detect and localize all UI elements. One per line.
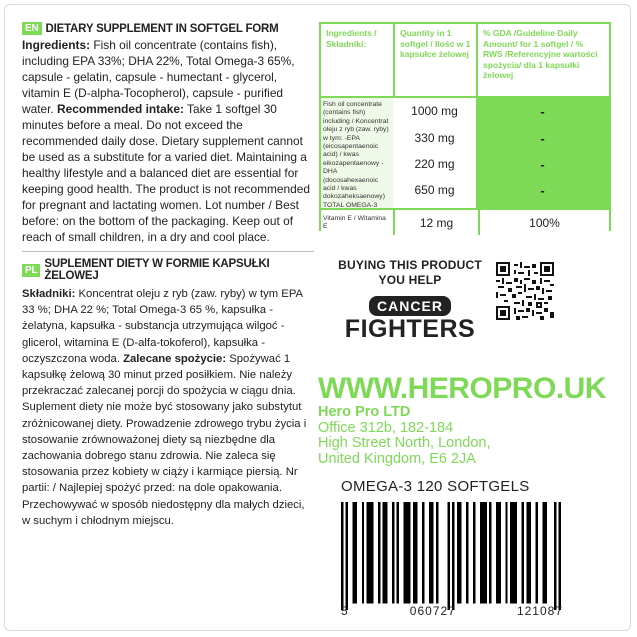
- company-name: Hero Pro LTD: [318, 404, 411, 420]
- nutrition-table: [319, 22, 611, 231]
- en-intake-text: Take 1 softgel 30 minutes before a meal. Do not exceed the recommended daily dose. Dietary supplement cannot be used as a substitute for a varied diet. Maintaining a healthy lifestyle and a balanced diet are essential for keeping good health. The product is not recommended for pregnant and lactating women. Lot number / Best before: on the bottom of the packaging. Keep out of reach of small children, in a dry and cool place.: [22, 102, 310, 244]
- fish-oil-row: [321, 98, 609, 208]
- en-ingredients-text: Fish oil concentrate (contains fish), including EPA 33%; DHA 22%, Total Omega-3 65%, capsule - gelatin, capsule - humectant - glycerol, vitamin E (D-alpha-Tocopherol), capsule - purified water.: [22, 38, 295, 116]
- vitamin-e-row: [321, 208, 609, 235]
- pl-body: [22, 286, 314, 529]
- value-epa: 330 mg: [414, 131, 455, 145]
- divider: [22, 251, 314, 252]
- pl-ingredients-text: Koncentrat oleju z ryb (zaw. ryby) w tym EPA 33 %; DHA 22 %; Total Omega-3 65 %, kapsułka - żelatyna, kapsułka - substancja utrzymująca wilgoć - glicerol, witamina E (D-alfa-tokoferol), kapsułka - oczyszczona woda.: [22, 288, 303, 365]
- en-intake-label: Recommended intake:: [57, 102, 184, 116]
- gda-omega3: -: [540, 183, 545, 198]
- vitamin-e-label: Vitamin E / Witamina E: [321, 210, 393, 235]
- gda-values: [476, 98, 609, 208]
- address-line-2: High Street North, London,: [318, 435, 491, 451]
- en-ingredients-label: Ingredients:: [22, 38, 91, 52]
- gda-epa: -: [540, 131, 545, 146]
- en-tag: EN: [22, 22, 42, 35]
- en-body: [22, 37, 314, 245]
- pl-tag: PL: [22, 264, 40, 277]
- value-fish-oil: 1000 mg: [411, 104, 458, 118]
- address-line-1: Office 312b, 182-184: [318, 419, 454, 436]
- gda-fish-oil: -: [540, 104, 545, 119]
- value-dha: 220 mg: [414, 157, 455, 171]
- company-address: [318, 405, 491, 467]
- col-ingredients-header: Ingredients / Składniki:: [326, 28, 377, 49]
- barcode-digit-first: 5: [341, 604, 349, 618]
- promo-line: BUYING THIS PRODUCT YOU HELP: [338, 258, 482, 287]
- website-url[interactable]: WWW.HEROPRO.UK: [318, 372, 606, 405]
- vitamin-e-pct: 100%: [478, 210, 609, 235]
- pl-ingredients-label: Składniki:: [22, 288, 76, 300]
- barcode: [341, 502, 561, 610]
- cancer-badge: CANCER: [369, 296, 451, 316]
- vitamin-e-value: 12 mg: [393, 210, 478, 235]
- col-gda-header: % GDA /Guideline Daily Amount/ for 1 softgel / % RWS /Referencyjne wartości spożycia/ dla 1 kapsułki żelowej: [476, 24, 609, 96]
- fish-oil-desc: Fish oil concentrate (contains fish) including / Koncentrat oleju z ryb (zaw. ryby) w tym: -EPA (eicosapentaenoic acid) / kwas eikozapentaenowy -DHA (docosahexaenoic acid / kwas dokozaheksaenowy) TOTAL OMEGA-3: [321, 98, 393, 208]
- barcode-digits-right: 121087: [516, 604, 563, 618]
- en-title: DIETARY SUPPLEMENT IN SOFTGEL FORM: [45, 22, 279, 35]
- col-quantity-header: Quantity in 1 softgel / Ilość w 1 kapsułce żelowej: [393, 24, 476, 96]
- pl-header: [22, 258, 314, 282]
- quantity-values: [393, 98, 476, 208]
- value-omega3: 650 mg: [414, 183, 455, 197]
- address-line-3: United Kingdom, E6 2JA: [318, 450, 476, 467]
- table-header: [321, 24, 609, 98]
- pl-title: SUPLEMENT DIETY W FORMIE KAPSUŁKI ŻELOWEJ: [44, 258, 270, 282]
- fighters-text: FIGHTERS: [344, 315, 476, 343]
- barcode-digits: [341, 604, 563, 618]
- cancer-fighters-promo: [330, 258, 490, 344]
- qr-code: [496, 262, 554, 320]
- en-header: [22, 22, 314, 35]
- product-name: OMEGA-3 120 SOFTGELS: [341, 478, 530, 495]
- pl-intake-text: Spożywać 1 kapsułkę żelową 30 minut przed posiłkiem. Nie należy przekraczać zalecanej porcji do spożycia w ciągu dnia. Suplement diety nie może być stosowany jako substytut zróżnicowanej diety. Prowadzenie zdrowego trybu życia i stosowanie zrównoważonej diety są niezbędne dla zachowania dobrego stanu zdrowia. Nie zaleca się stosowania przez kobiety w ciąży i karmiące piersią. Nr partii: / Najlepiej spożyć przed: na dole opakowania. Przechowywać w sposób niedostępny dla małych dzieci, w suchym i chłodnym miejscu.: [22, 352, 307, 527]
- gda-dha: -: [540, 157, 545, 172]
- text-column: [22, 22, 314, 529]
- barcode-digits-left: 060727: [409, 604, 456, 618]
- pl-intake-label: Zalecane spożycie:: [123, 352, 227, 365]
